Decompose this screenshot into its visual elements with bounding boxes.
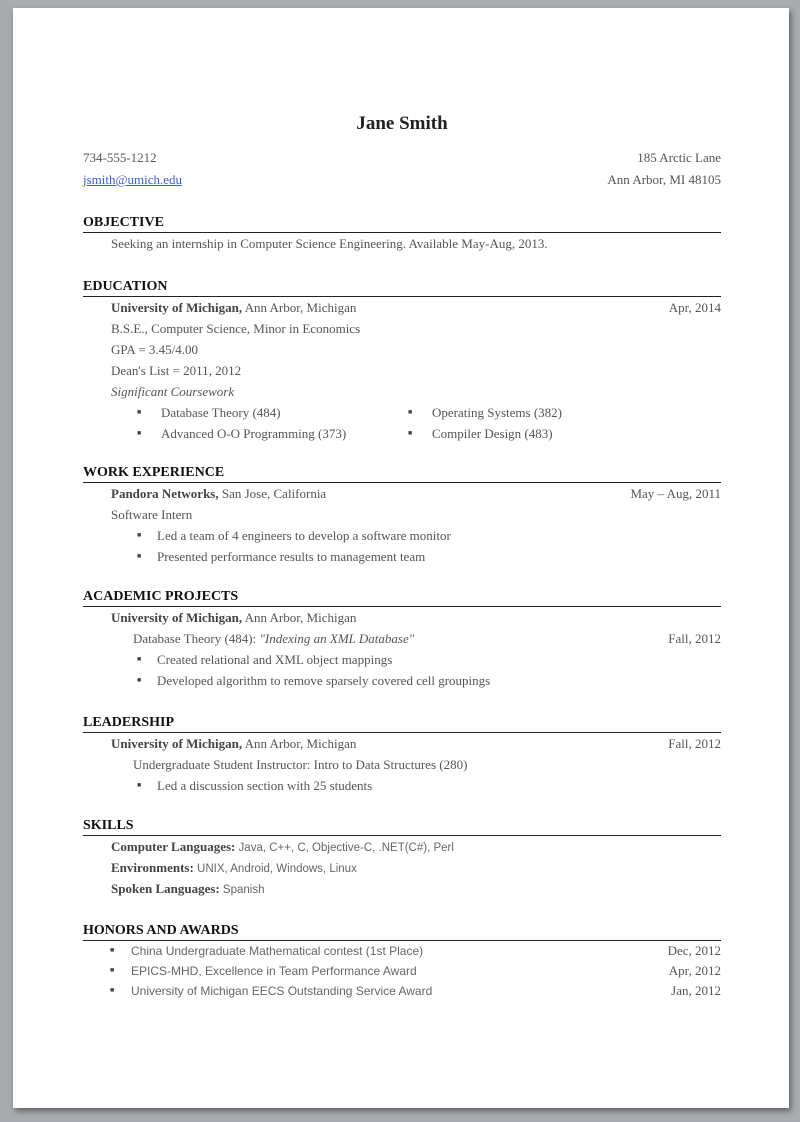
objective-heading: OBJECTIVE bbox=[83, 214, 721, 233]
address-line-2: Ann Arbor, MI 48105 bbox=[607, 172, 721, 187]
project-name: "Indexing an XML Database" bbox=[259, 631, 415, 646]
list-item bbox=[83, 961, 721, 981]
projects-school-row bbox=[83, 607, 721, 628]
list-item: ■ Presented performance results to management team bbox=[83, 546, 721, 567]
award-date: Jan, 2012 bbox=[671, 983, 721, 998]
skills-heading: SKILLS bbox=[83, 817, 721, 836]
skill-value: Java, C++, C, Objective-C, .NET(C#), Perl bbox=[235, 842, 454, 854]
education-deans-list: Dean's List = 2011, 2012 bbox=[111, 363, 242, 378]
coursework-column-right bbox=[408, 402, 562, 444]
work-date: May – Aug, 2011 bbox=[630, 486, 721, 501]
award-date: Dec, 2012 bbox=[667, 943, 721, 958]
education-section bbox=[83, 278, 721, 444]
objective-text: Seeking an internship in Computer Science Engineering. Available May-Aug, 2013. bbox=[111, 236, 548, 251]
skill-label: Environments: bbox=[111, 860, 194, 875]
coursework-list bbox=[83, 402, 721, 444]
list-item: ■ Operating Systems (382) bbox=[408, 402, 562, 423]
education-location: Ann Arbor, Michigan bbox=[242, 300, 357, 315]
project-course: Database Theory (484): bbox=[133, 631, 260, 646]
award-date: Apr, 2012 bbox=[668, 963, 721, 978]
leadership-school-row bbox=[83, 733, 721, 754]
work-location: San Jose, California bbox=[218, 486, 327, 501]
leadership-location: Ann Arbor, Michigan bbox=[242, 736, 357, 751]
contact-right bbox=[607, 147, 721, 191]
work-role: Software Intern bbox=[111, 507, 193, 522]
contact-left bbox=[83, 147, 182, 191]
list-item: ■ Developed algorithm to remove sparsely covered cell groupings bbox=[83, 670, 721, 691]
skill-label: Computer Languages: bbox=[111, 839, 236, 854]
leadership-heading: LEADERSHIP bbox=[83, 714, 721, 733]
work-company-row bbox=[83, 483, 721, 504]
leadership-date: Fall, 2012 bbox=[668, 736, 721, 751]
leadership-school: University of Michigan, bbox=[111, 736, 243, 751]
skill-value: UNIX, Android, Windows, Linux bbox=[193, 863, 357, 875]
education-school: University of Michigan, bbox=[111, 300, 243, 315]
list-item: ■ Compiler Design (483) bbox=[408, 423, 562, 444]
list-item bbox=[83, 941, 721, 961]
project-date: Fall, 2012 bbox=[668, 631, 721, 646]
skill-row bbox=[83, 878, 721, 899]
list-item: ■ Led a discussion section with 25 students bbox=[83, 775, 721, 796]
award-text: China Undergraduate Mathematical contest (1st Place) bbox=[131, 944, 424, 958]
projects-school: University of Michigan, bbox=[111, 610, 243, 625]
education-degree: B.S.E., Computer Science, Minor in Economics bbox=[111, 321, 361, 336]
coursework-column-left bbox=[137, 402, 346, 444]
skills-section bbox=[83, 817, 721, 899]
resume-page bbox=[13, 8, 789, 1108]
education-school-row bbox=[83, 297, 721, 318]
work-section bbox=[83, 464, 721, 567]
honors-heading: HONORS AND AWARDS bbox=[83, 922, 721, 941]
list-item: ■ Database Theory (484) bbox=[137, 402, 346, 423]
education-date: Apr, 2014 bbox=[668, 300, 721, 315]
objective-section bbox=[83, 214, 721, 254]
honors-section bbox=[83, 922, 721, 1001]
address-line-1: 185 Arctic Lane bbox=[637, 150, 721, 165]
projects-location: Ann Arbor, Michigan bbox=[242, 610, 357, 625]
education-gpa: GPA = 3.45/4.00 bbox=[111, 342, 199, 357]
list-item: ■ Advanced O-O Programming (373) bbox=[137, 423, 346, 444]
projects-heading: ACADEMIC PROJECTS bbox=[83, 588, 721, 607]
list-item: ■ Created relational and XML object mappings bbox=[83, 649, 721, 670]
work-company: Pandora Networks, bbox=[111, 486, 219, 501]
list-item bbox=[83, 981, 721, 1001]
list-item: ■ Led a team of 4 engineers to develop a software monitor bbox=[83, 525, 721, 546]
skill-value: Spanish bbox=[219, 884, 265, 896]
email-link[interactable]: jsmith@umich.edu bbox=[83, 172, 182, 187]
leadership-section bbox=[83, 714, 721, 796]
skill-row bbox=[83, 857, 721, 878]
leadership-role: Undergraduate Student Instructor: Intro to Data Structures (280) bbox=[133, 757, 468, 772]
project-title-row bbox=[83, 628, 721, 649]
education-heading: EDUCATION bbox=[83, 278, 721, 297]
phone-number: 734-555-1212 bbox=[83, 150, 157, 165]
projects-section bbox=[83, 588, 721, 691]
work-heading: WORK EXPERIENCE bbox=[83, 464, 721, 483]
applicant-name: Jane Smith bbox=[356, 113, 448, 134]
coursework-label: Significant Coursework bbox=[111, 384, 235, 399]
award-text: University of Michigan EECS Outstanding Service Award bbox=[131, 984, 433, 998]
skill-label: Spoken Languages: bbox=[111, 881, 220, 896]
skill-row bbox=[83, 836, 721, 857]
award-text: EPICS-MHD, Excellence in Team Performance Award bbox=[131, 964, 417, 978]
